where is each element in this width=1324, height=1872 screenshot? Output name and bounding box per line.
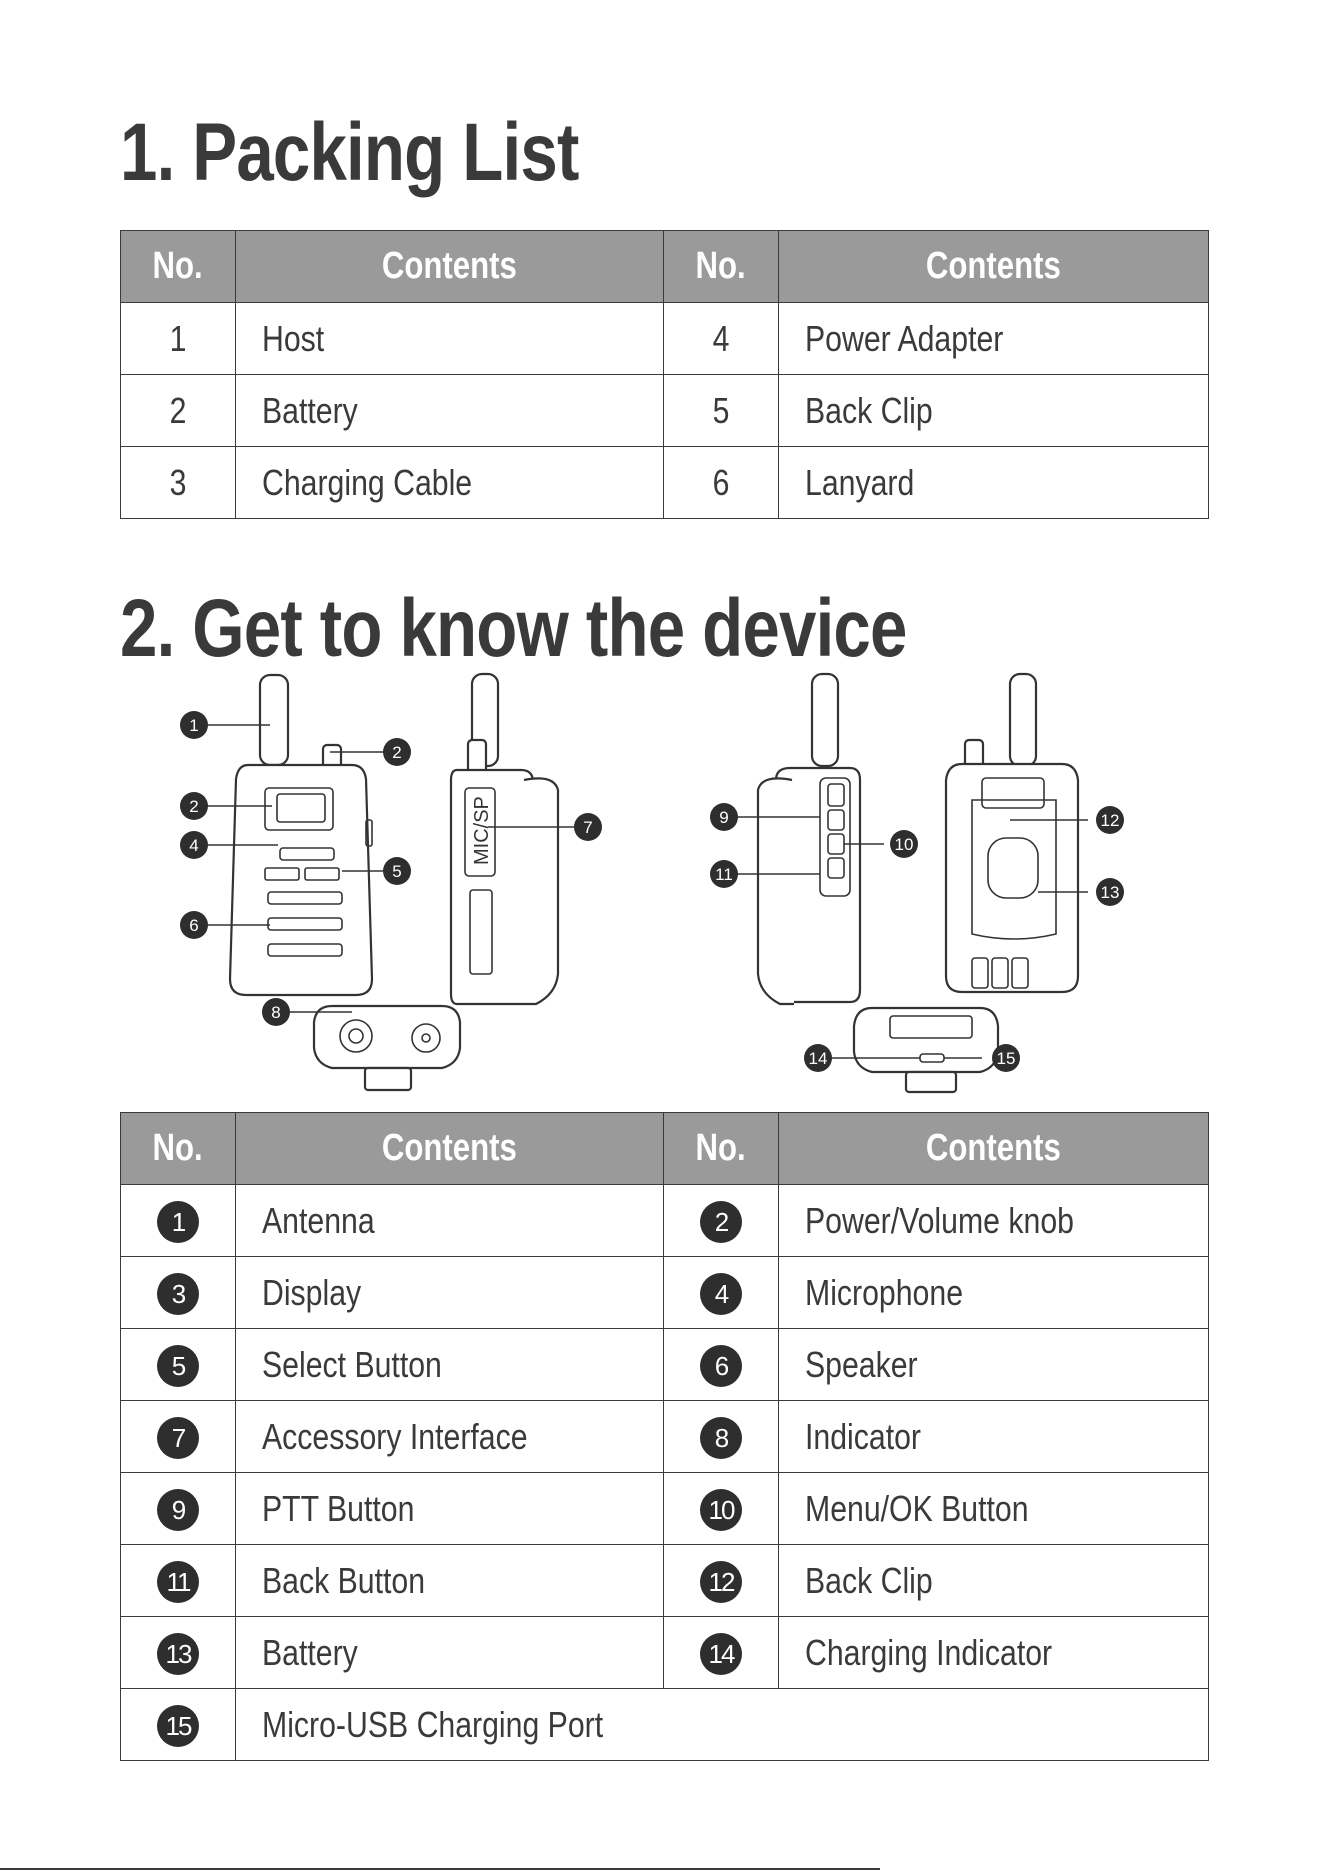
table-row — [121, 1329, 1209, 1401]
callout-13 — [1096, 878, 1124, 906]
item-number: 7 — [121, 1401, 236, 1473]
item-name: Micro-USB Charging Port — [236, 1689, 1209, 1761]
callout-15 — [992, 1044, 1020, 1072]
item-name: Charging Cable — [236, 447, 664, 519]
item-name: Indicator — [779, 1401, 1209, 1473]
item-number: 9 — [121, 1473, 236, 1545]
item-name: Back Clip — [779, 1545, 1209, 1617]
table-row — [121, 1545, 1209, 1617]
header-contents: Contents — [779, 231, 1209, 303]
table-row — [121, 1185, 1209, 1257]
item-name: PTT Button — [236, 1473, 664, 1545]
svg-text:5: 5 — [392, 862, 402, 881]
item-number: 15 — [121, 1689, 236, 1761]
item-number: 4 — [664, 1257, 779, 1329]
item-name: Lanyard — [779, 447, 1209, 519]
item-name: Power Adapter — [779, 303, 1209, 375]
item-number: 5 — [121, 1329, 236, 1401]
svg-text:9: 9 — [719, 808, 729, 827]
item-number: 5 — [664, 375, 779, 447]
item-name: Charging Indicator — [779, 1617, 1209, 1689]
svg-text:1: 1 — [189, 716, 199, 735]
header-no: No. — [664, 1113, 779, 1185]
table-row — [121, 1473, 1209, 1545]
item-number: 11 — [121, 1545, 236, 1617]
svg-text:12: 12 — [1100, 811, 1120, 830]
table-row — [121, 1689, 1209, 1761]
svg-text:14: 14 — [808, 1049, 828, 1068]
header-contents: Contents — [236, 231, 664, 303]
mic-sp-label: MIC/SP — [471, 796, 493, 865]
side-view-device — [451, 674, 558, 1004]
back-view-device — [946, 674, 1078, 992]
callout-7 — [574, 813, 602, 841]
table-row — [121, 447, 1209, 519]
item-number: 3 — [121, 1257, 236, 1329]
item-number: 8 — [664, 1401, 779, 1473]
table-row — [121, 1617, 1209, 1689]
front-view-device — [230, 675, 372, 995]
svg-text:8: 8 — [271, 1003, 281, 1022]
table-header-row — [121, 231, 1209, 303]
item-name: Battery — [236, 1617, 664, 1689]
item-name: Select Button — [236, 1329, 664, 1401]
footer-divider — [0, 1868, 880, 1870]
device-section-title: 2. Get to know the device — [120, 583, 907, 674]
header-no: No. — [121, 1113, 236, 1185]
table-row — [121, 375, 1209, 447]
item-name: Speaker — [779, 1329, 1209, 1401]
header-no: No. — [121, 231, 236, 303]
item-name: Battery — [236, 375, 664, 447]
svg-text:10: 10 — [894, 835, 914, 854]
bottom-view-device — [854, 1008, 998, 1092]
table-row — [121, 303, 1209, 375]
item-number: 14 — [664, 1617, 779, 1689]
item-number: 12 — [664, 1545, 779, 1617]
item-number: 1 — [121, 1185, 236, 1257]
callout-2 — [383, 738, 411, 766]
item-name: Menu/OK Button — [779, 1473, 1209, 1545]
item-name: Microphone — [779, 1257, 1209, 1329]
callout-11 — [710, 860, 738, 888]
callout-6 — [180, 911, 208, 939]
item-number: 10 — [664, 1473, 779, 1545]
item-number: 2 — [664, 1185, 779, 1257]
item-name: Accessory Interface — [236, 1401, 664, 1473]
table-row — [121, 1257, 1209, 1329]
header-no: No. — [664, 231, 779, 303]
svg-text:7: 7 — [583, 818, 593, 837]
item-number: 4 — [664, 303, 779, 375]
item-number: 6 — [664, 1329, 779, 1401]
item-name: Power/Volume knob — [779, 1185, 1209, 1257]
callout-1 — [180, 711, 208, 739]
callout-10 — [890, 830, 918, 858]
packing-list-table — [120, 230, 1209, 519]
item-name: Back Clip — [779, 375, 1209, 447]
callout-2 — [180, 792, 208, 820]
callout-9 — [710, 803, 738, 831]
svg-text:2: 2 — [189, 797, 199, 816]
table-row — [121, 1401, 1209, 1473]
svg-text:4: 4 — [189, 836, 199, 855]
item-number: 6 — [664, 447, 779, 519]
svg-text:2: 2 — [392, 743, 402, 762]
item-number: 13 — [121, 1617, 236, 1689]
item-name: Display — [236, 1257, 664, 1329]
item-name: Antenna — [236, 1185, 664, 1257]
device-parts-table — [120, 1112, 1209, 1761]
item-number: 2 — [121, 375, 236, 447]
item-number: 3 — [121, 447, 236, 519]
callout-14 — [804, 1044, 832, 1072]
top-view-device — [314, 1006, 460, 1090]
item-number: 1 — [121, 303, 236, 375]
svg-text:6: 6 — [189, 916, 199, 935]
callout-12 — [1096, 806, 1124, 834]
left-side-view-device — [758, 674, 860, 1004]
callout-4 — [180, 831, 208, 859]
svg-text:15: 15 — [996, 1049, 1016, 1068]
table-header-row — [121, 1113, 1209, 1185]
callout-8 — [262, 998, 290, 1026]
svg-text:11: 11 — [715, 865, 733, 884]
item-name: Host — [236, 303, 664, 375]
packing-list-title: 1. Packing List — [120, 107, 579, 198]
callout-5 — [383, 857, 411, 885]
svg-text:13: 13 — [1100, 883, 1120, 902]
header-contents: Contents — [236, 1113, 664, 1185]
header-contents: Contents — [779, 1113, 1209, 1185]
item-name: Back Button — [236, 1545, 664, 1617]
device-illustration — [120, 660, 1208, 1112]
